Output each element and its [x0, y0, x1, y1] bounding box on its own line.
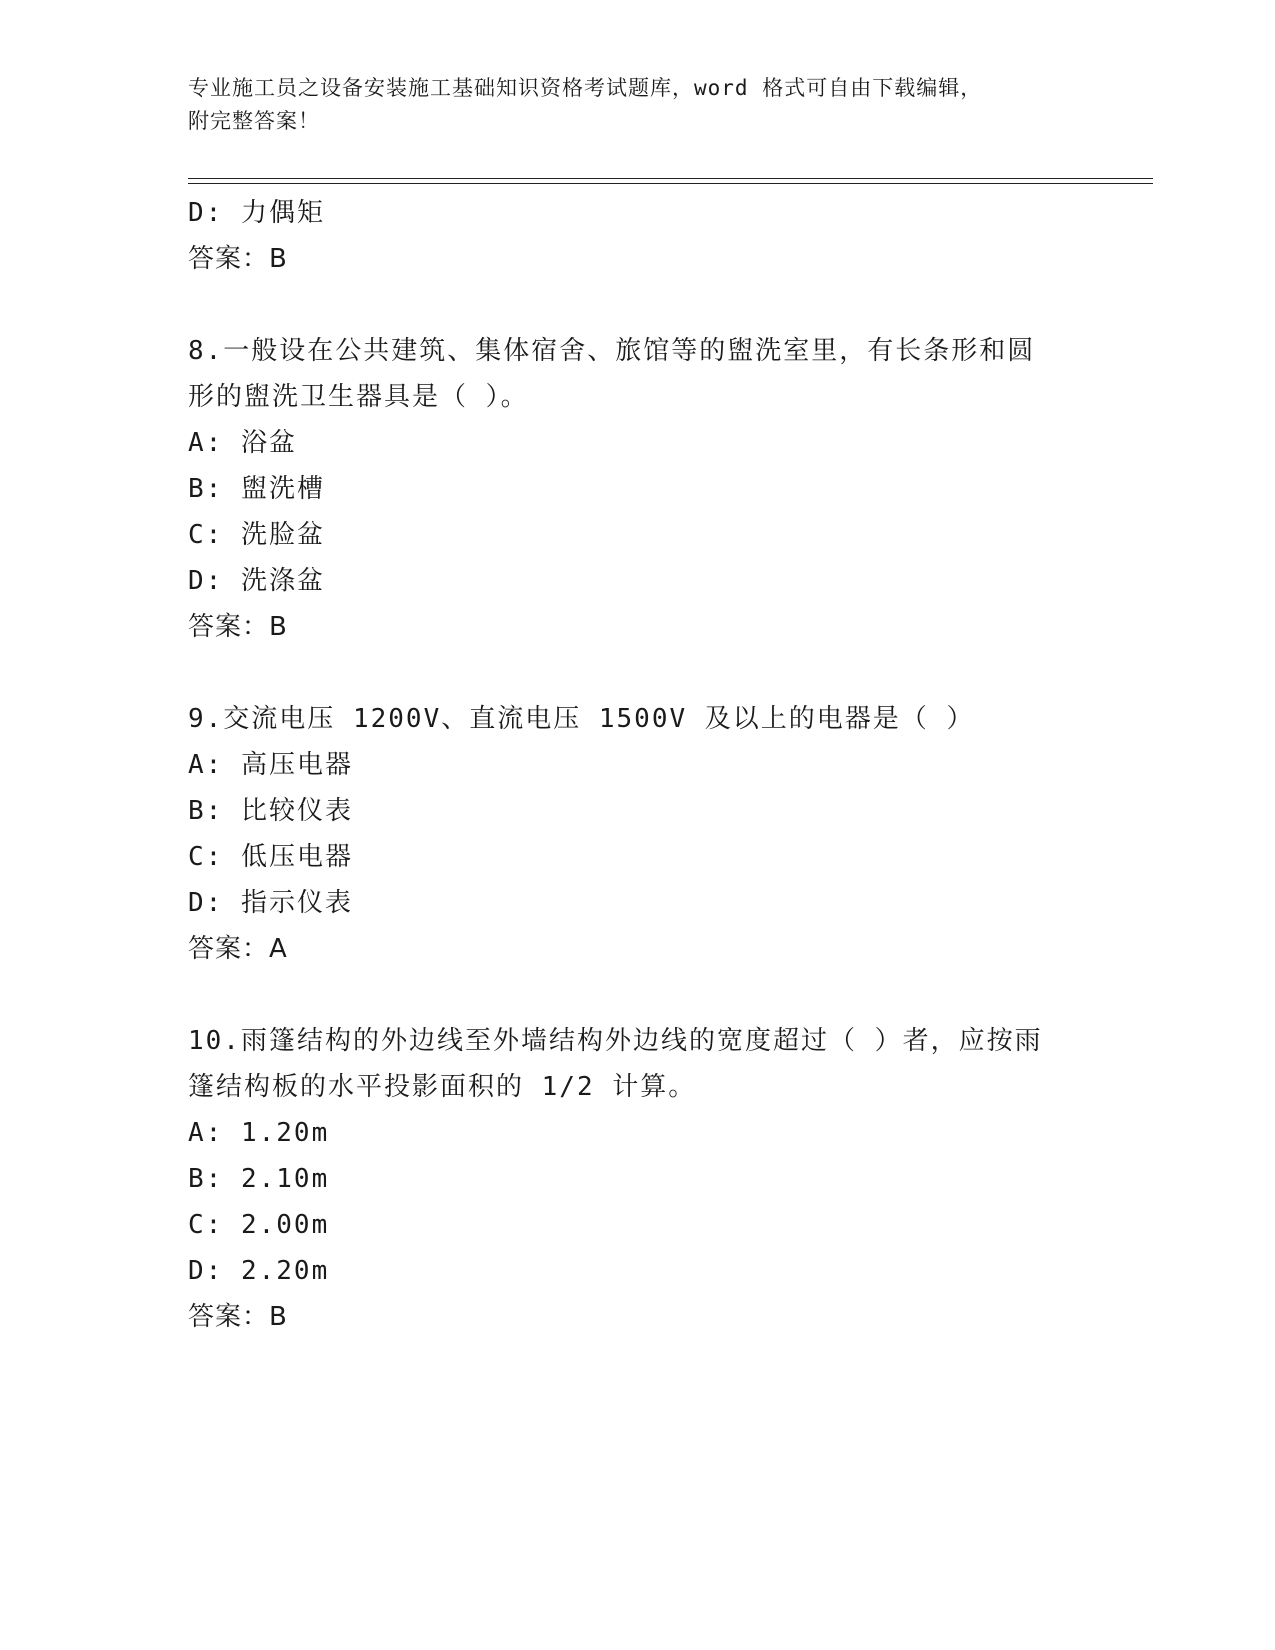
document-body: [188, 190, 1088, 1340]
answer: 答案：B: [188, 244, 288, 274]
option-a: A: 1.20m: [188, 1118, 330, 1148]
header-rule-top: [188, 178, 1153, 179]
header-rule-bottom: [188, 183, 1153, 184]
option-b: B: 2.10m: [188, 1164, 330, 1194]
question-10: [188, 1018, 1088, 1340]
answer: 答案：B: [188, 612, 288, 642]
question-stem-line: 10.雨篷结构的外边线至外墙结构外边线的宽度超过（ ）者，应按雨: [188, 1026, 1043, 1056]
option-a: A: 高压电器: [188, 750, 353, 780]
option-d: D: 2.20m: [188, 1256, 330, 1286]
question-8: [188, 328, 1088, 650]
option-b: B: 比较仪表: [188, 796, 353, 826]
previous-question-fragment: [188, 190, 1088, 282]
question-stem-line: 形的盥洗卫生器具是（ ）。: [188, 382, 529, 412]
question-stem-line: 9.交流电压 1200V、直流电压 1500V 及以上的电器是（ ）: [188, 704, 975, 734]
option-b: B: 盥洗槽: [188, 474, 325, 504]
question-stem-line: 篷结构板的水平投影面积的 1/2 计算。: [188, 1072, 697, 1102]
option-c: C: 2.00m: [188, 1210, 330, 1240]
option-d: D: 洗涤盆: [188, 566, 325, 596]
option-d: D: 力偶矩: [188, 198, 325, 228]
answer: 答案：A: [188, 934, 288, 964]
option-c: C: 洗脸盆: [188, 520, 325, 550]
option-c: C: 低压电器: [188, 842, 353, 872]
document-header: [188, 72, 1068, 138]
answer: 答案：B: [188, 1302, 288, 1332]
header-line-2: 附完整答案！: [188, 109, 320, 133]
option-d: D: 指示仪表: [188, 888, 353, 918]
header-line-1: 专业施工员之设备安装施工基础知识资格考试题库，word 格式可自由下载编辑，: [188, 76, 983, 100]
option-a: A: 浴盆: [188, 428, 297, 458]
question-stem-line: 8.一般设在公共建筑、集体宿舍、旅馆等的盥洗室里，有长条形和圆: [188, 336, 1036, 366]
question-9: [188, 696, 1088, 972]
